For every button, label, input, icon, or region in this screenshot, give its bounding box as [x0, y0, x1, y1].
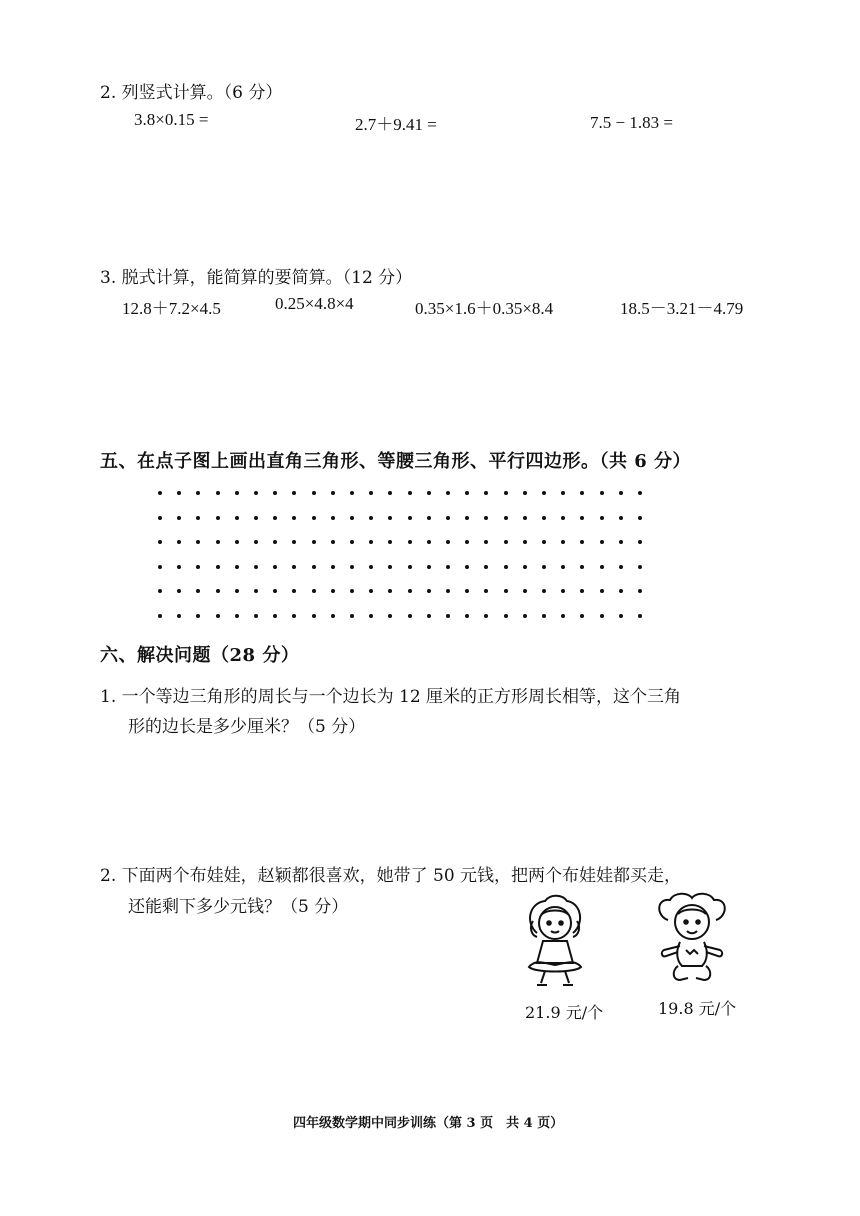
- grid-dot[interactable]: [388, 589, 392, 593]
- grid-dot[interactable]: [408, 565, 412, 569]
- grid-dot[interactable]: [331, 589, 335, 593]
- grid-dot[interactable]: [177, 491, 181, 495]
- grid-dot[interactable]: [292, 589, 296, 593]
- grid-dot[interactable]: [408, 540, 412, 544]
- grid-dot[interactable]: [273, 491, 277, 495]
- section-5-title: 五、在点子图上画出直角三角形、等腰三角形、平行四边形。（共 6 分）: [100, 451, 692, 472]
- grid-dot[interactable]: [427, 540, 431, 544]
- grid-dot[interactable]: [484, 589, 488, 593]
- grid-dot[interactable]: [638, 540, 642, 544]
- grid-dot[interactable]: [504, 614, 508, 618]
- grid-dot[interactable]: [177, 614, 181, 618]
- grid-dot[interactable]: [523, 516, 527, 520]
- grid-dot[interactable]: [561, 491, 565, 495]
- grid-dot[interactable]: [235, 491, 239, 495]
- grid-dot[interactable]: [446, 516, 450, 520]
- grid-dot[interactable]: [273, 589, 277, 593]
- grid-dot[interactable]: [580, 491, 584, 495]
- grid-dot[interactable]: [369, 516, 373, 520]
- grid-dot[interactable]: [292, 491, 296, 495]
- grid-dot[interactable]: [312, 565, 316, 569]
- grid-dot[interactable]: [196, 491, 200, 495]
- grid-dot[interactable]: [619, 565, 623, 569]
- grid-dot[interactable]: [388, 614, 392, 618]
- doll-2-illustration: [652, 890, 732, 990]
- grid-dot[interactable]: [216, 614, 220, 618]
- grid-dot[interactable]: [523, 614, 527, 618]
- grid-dot[interactable]: [561, 565, 565, 569]
- grid-dot[interactable]: [465, 516, 469, 520]
- grid-dot[interactable]: [408, 491, 412, 495]
- grid-dot[interactable]: [350, 540, 354, 544]
- question-3-expr-3: 0.35×1.6＋0.35×8.4: [415, 299, 554, 318]
- grid-dot[interactable]: [542, 565, 546, 569]
- grid-dot[interactable]: [273, 516, 277, 520]
- grid-dot[interactable]: [523, 589, 527, 593]
- question-3-expr-2: 0.25×4.8×4: [275, 294, 354, 313]
- grid-dot[interactable]: [523, 491, 527, 495]
- grid-dot[interactable]: [504, 516, 508, 520]
- grid-dot[interactable]: [177, 565, 181, 569]
- grid-dot[interactable]: [446, 491, 450, 495]
- grid-dot[interactable]: [542, 491, 546, 495]
- grid-dot[interactable]: [235, 614, 239, 618]
- grid-dot[interactable]: [484, 565, 488, 569]
- grid-dot[interactable]: [600, 516, 604, 520]
- grid-dot[interactable]: [254, 516, 258, 520]
- grid-dot[interactable]: [331, 565, 335, 569]
- grid-dot[interactable]: [465, 614, 469, 618]
- grid-dot[interactable]: [388, 540, 392, 544]
- grid-dot[interactable]: [350, 589, 354, 593]
- grid-dot[interactable]: [158, 614, 162, 618]
- grid-dot[interactable]: [254, 614, 258, 618]
- dot-grid[interactable]: [150, 485, 650, 620]
- grid-dot[interactable]: [216, 516, 220, 520]
- doll-2-price: 19.8 元/个: [658, 999, 737, 1018]
- grid-dot[interactable]: [561, 540, 565, 544]
- grid-dot[interactable]: [600, 565, 604, 569]
- grid-dot[interactable]: [427, 516, 431, 520]
- grid-dot[interactable]: [216, 589, 220, 593]
- grid-dot[interactable]: [580, 565, 584, 569]
- grid-dot[interactable]: [158, 540, 162, 544]
- grid-dot[interactable]: [600, 491, 604, 495]
- grid-dot[interactable]: [619, 540, 623, 544]
- grid-dot[interactable]: [427, 565, 431, 569]
- grid-dot[interactable]: [561, 589, 565, 593]
- grid-dot[interactable]: [427, 491, 431, 495]
- grid-dot[interactable]: [369, 589, 373, 593]
- grid-dot[interactable]: [177, 589, 181, 593]
- grid-dot[interactable]: [273, 540, 277, 544]
- grid-dot[interactable]: [542, 589, 546, 593]
- question-2-expr-1: 3.8×0.15 =: [134, 110, 209, 129]
- grid-dot[interactable]: [465, 565, 469, 569]
- question-3-expr-1: 12.8＋7.2×4.5: [122, 299, 221, 318]
- grid-dot[interactable]: [638, 565, 642, 569]
- grid-dot[interactable]: [254, 589, 258, 593]
- problem-1-line-2: 形的边长是多少厘米？（5 分）: [128, 717, 366, 737]
- grid-dot[interactable]: [561, 516, 565, 520]
- grid-dot[interactable]: [408, 589, 412, 593]
- question-3-expr-4: 18.5－3.21－4.79: [620, 299, 744, 318]
- grid-dot[interactable]: [312, 516, 316, 520]
- grid-dot[interactable]: [619, 614, 623, 618]
- grid-dot[interactable]: [619, 516, 623, 520]
- grid-dot[interactable]: [235, 589, 239, 593]
- grid-dot[interactable]: [350, 491, 354, 495]
- grid-dot[interactable]: [254, 491, 258, 495]
- grid-dot[interactable]: [600, 589, 604, 593]
- grid-dot[interactable]: [408, 614, 412, 618]
- grid-dot[interactable]: [350, 516, 354, 520]
- grid-dot[interactable]: [580, 614, 584, 618]
- grid-dot[interactable]: [523, 540, 527, 544]
- grid-dot[interactable]: [504, 565, 508, 569]
- grid-dot[interactable]: [235, 565, 239, 569]
- grid-dot[interactable]: [484, 491, 488, 495]
- grid-dot[interactable]: [542, 614, 546, 618]
- grid-dot[interactable]: [446, 540, 450, 544]
- grid-dot[interactable]: [388, 565, 392, 569]
- grid-dot[interactable]: [292, 565, 296, 569]
- grid-dot[interactable]: [254, 540, 258, 544]
- grid-dot[interactable]: [292, 614, 296, 618]
- grid-dot[interactable]: [600, 614, 604, 618]
- grid-dot[interactable]: [196, 540, 200, 544]
- grid-dot[interactable]: [465, 589, 469, 593]
- grid-dot[interactable]: [312, 540, 316, 544]
- grid-dot[interactable]: [484, 516, 488, 520]
- grid-dot[interactable]: [216, 540, 220, 544]
- grid-dot[interactable]: [446, 565, 450, 569]
- section-6-title: 六、解决问题（28 分）: [100, 645, 300, 666]
- grid-dot[interactable]: [312, 614, 316, 618]
- grid-dot[interactable]: [196, 565, 200, 569]
- doll-1-price: 21.9 元/个: [525, 1003, 604, 1022]
- grid-dot[interactable]: [273, 614, 277, 618]
- grid-dot[interactable]: [427, 614, 431, 618]
- grid-dot[interactable]: [427, 589, 431, 593]
- grid-dot[interactable]: [158, 491, 162, 495]
- grid-dot[interactable]: [638, 614, 642, 618]
- question-3-title: 3. 脱式计算，能简算的要简算。（12 分）: [100, 268, 413, 288]
- grid-dot[interactable]: [388, 491, 392, 495]
- grid-dot[interactable]: [465, 540, 469, 544]
- problem-1-line-1: 1. 一个等边三角形的周长与一个边长为 12 厘米的正方形周长相等，这个三角: [100, 687, 682, 707]
- grid-dot[interactable]: [292, 540, 296, 544]
- grid-dot[interactable]: [196, 589, 200, 593]
- grid-dot[interactable]: [158, 565, 162, 569]
- grid-dot[interactable]: [196, 614, 200, 618]
- grid-dot[interactable]: [216, 565, 220, 569]
- grid-dot[interactable]: [504, 491, 508, 495]
- grid-dot[interactable]: [312, 491, 316, 495]
- problem-2-line-1: 2. 下面两个布娃娃，赵颖都很喜欢，她带了 50 元钱，把两个布娃娃都买走，: [100, 866, 682, 886]
- grid-dot[interactable]: [580, 540, 584, 544]
- grid-dot[interactable]: [542, 516, 546, 520]
- grid-dot[interactable]: [331, 516, 335, 520]
- grid-dot[interactable]: [638, 589, 642, 593]
- grid-dot[interactable]: [580, 516, 584, 520]
- question-2-expr-3: 7.5 − 1.83 =: [590, 113, 673, 132]
- grid-dot[interactable]: [331, 491, 335, 495]
- grid-dot[interactable]: [158, 589, 162, 593]
- grid-dot[interactable]: [369, 540, 373, 544]
- grid-dot[interactable]: [446, 614, 450, 618]
- grid-dot[interactable]: [235, 540, 239, 544]
- grid-dot[interactable]: [235, 516, 239, 520]
- question-2-expr-2: 2.7＋9.41 =: [355, 115, 437, 134]
- grid-dot[interactable]: [619, 491, 623, 495]
- grid-dot[interactable]: [158, 516, 162, 520]
- grid-dot[interactable]: [484, 540, 488, 544]
- grid-dot[interactable]: [542, 540, 546, 544]
- grid-dot[interactable]: [369, 491, 373, 495]
- problem-2-line-2: 还能剩下多少元钱？（5 分）: [128, 897, 349, 917]
- grid-dot[interactable]: [638, 516, 642, 520]
- grid-dot[interactable]: [580, 589, 584, 593]
- page-footer: 四年级数学期中同步训练（第 3 页 共 4 页）: [293, 1116, 564, 1131]
- grid-dot[interactable]: [369, 614, 373, 618]
- grid-dot[interactable]: [350, 614, 354, 618]
- grid-dot[interactable]: [504, 540, 508, 544]
- grid-dot[interactable]: [177, 540, 181, 544]
- grid-dot[interactable]: [600, 540, 604, 544]
- grid-dot[interactable]: [619, 589, 623, 593]
- grid-dot[interactable]: [484, 614, 488, 618]
- grid-dot[interactable]: [446, 589, 450, 593]
- doll-1-illustration: [515, 893, 595, 993]
- grid-dot[interactable]: [216, 491, 220, 495]
- grid-dot[interactable]: [369, 565, 373, 569]
- grid-dot[interactable]: [177, 516, 181, 520]
- grid-dot[interactable]: [523, 565, 527, 569]
- grid-dot[interactable]: [408, 516, 412, 520]
- grid-dot[interactable]: [312, 589, 316, 593]
- grid-dot[interactable]: [350, 565, 354, 569]
- grid-dot[interactable]: [465, 491, 469, 495]
- grid-dot[interactable]: [388, 516, 392, 520]
- grid-dot[interactable]: [504, 589, 508, 593]
- grid-dot[interactable]: [331, 614, 335, 618]
- grid-dot[interactable]: [292, 516, 296, 520]
- grid-dot[interactable]: [254, 565, 258, 569]
- grid-dot[interactable]: [331, 540, 335, 544]
- grid-dot[interactable]: [638, 491, 642, 495]
- grid-dot[interactable]: [273, 565, 277, 569]
- grid-dot[interactable]: [196, 516, 200, 520]
- question-2-title: 2. 列竖式计算。（6 分）: [100, 83, 283, 103]
- grid-dot[interactable]: [561, 614, 565, 618]
